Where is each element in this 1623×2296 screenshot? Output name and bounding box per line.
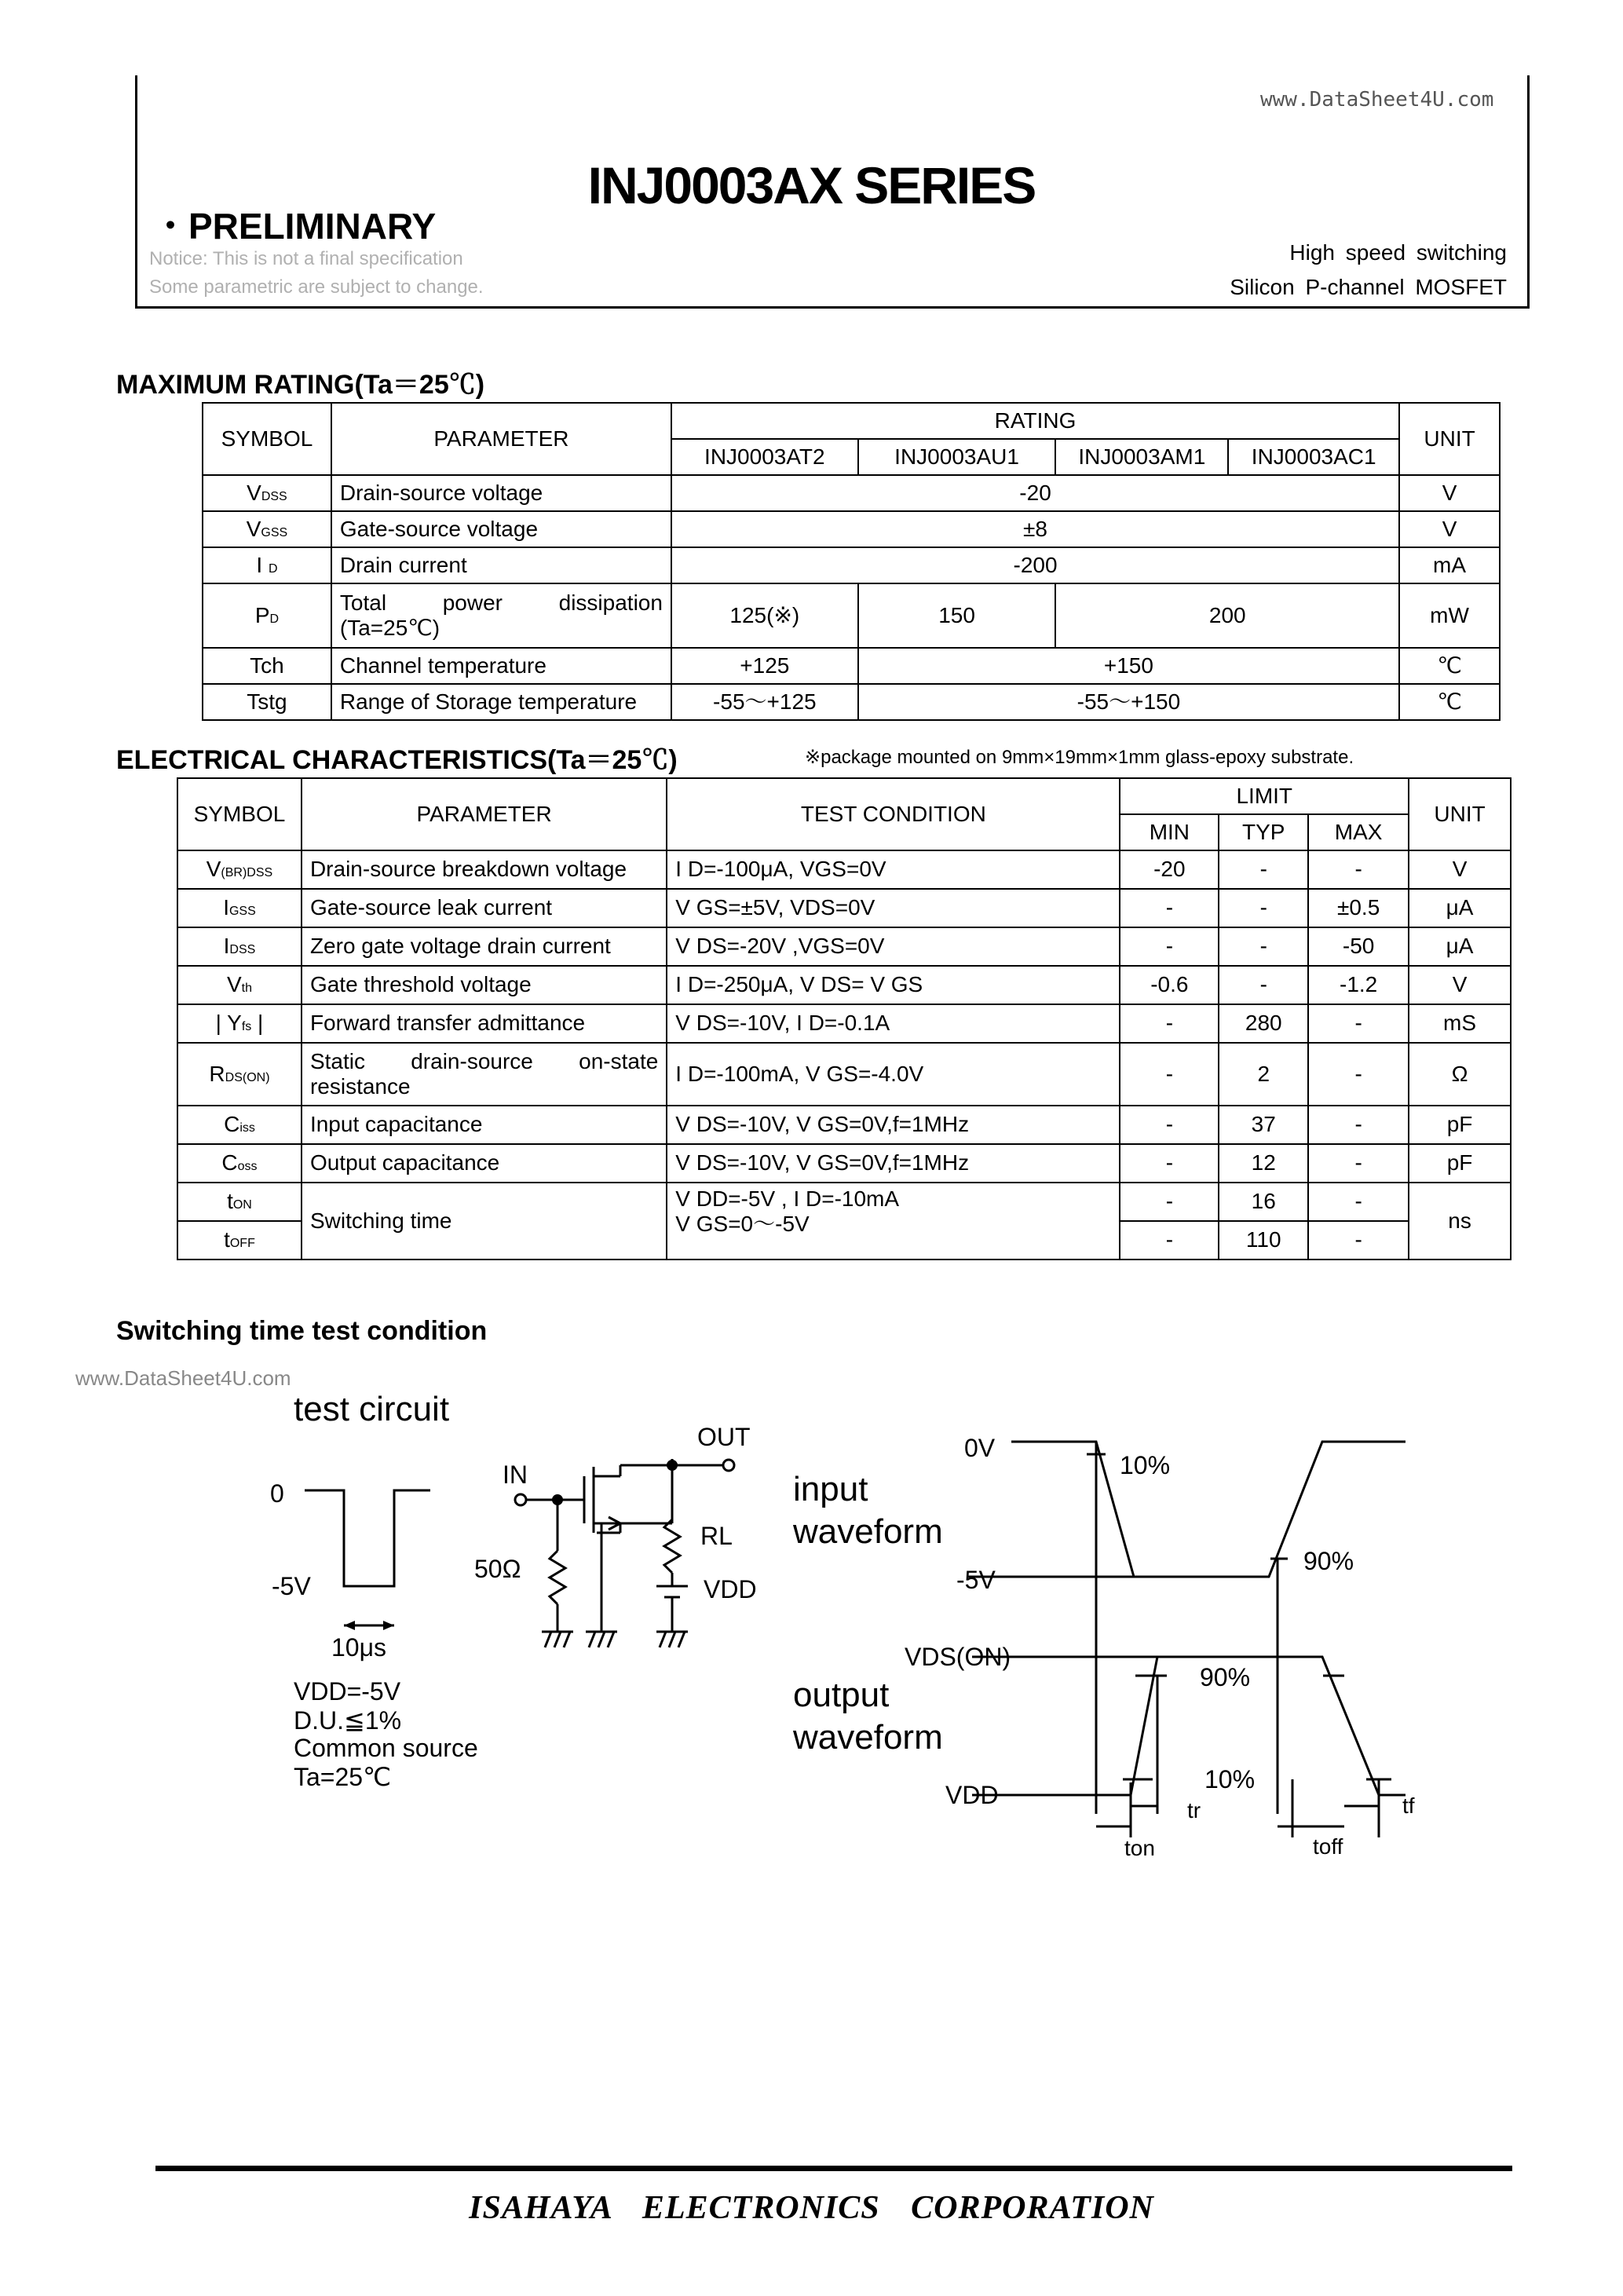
- symbol-sub: GSS: [228, 905, 256, 919]
- symbol: V: [206, 857, 221, 882]
- elec-heading: ELECTRICAL CHARACTERISTICS(Ta＝25℃): [116, 745, 678, 775]
- hdr-typ: TYP: [1219, 814, 1308, 850]
- pct-10-input: 10%: [1120, 1451, 1171, 1479]
- parameter: Zero gate voltage drain current: [302, 927, 667, 966]
- max-rating-heading: MAXIMUM RATING(Ta＝25℃): [116, 370, 485, 400]
- typ: 12: [1219, 1144, 1308, 1183]
- hdr-limit: LIMIT: [1120, 778, 1409, 814]
- parameter: Switching time: [302, 1183, 667, 1260]
- symbol-sub: D: [269, 612, 280, 626]
- wave-vds-on: VDS(ON): [905, 1643, 1011, 1671]
- model-ac1: INJ0003AC1: [1228, 439, 1399, 475]
- typ: 280: [1219, 1004, 1308, 1043]
- hdr-parameter: PARAMETER: [302, 778, 667, 850]
- out-terminal: [723, 1460, 734, 1471]
- symbol: t: [224, 1227, 230, 1252]
- watermark-mid[interactable]: www.DataSheet4U.com: [75, 1366, 291, 1390]
- wave-vdd: VDD: [945, 1781, 999, 1809]
- symbol: V: [226, 972, 242, 997]
- parameter: Gate-source leak current: [302, 889, 667, 927]
- test-condition: V DS=-10V, V GS=0V,f=1MHz: [667, 1106, 1120, 1144]
- tr-label: tr: [1187, 1798, 1201, 1823]
- test-condition: V DS=-10V, I D=-0.1A: [667, 1004, 1120, 1043]
- unit: μA: [1409, 927, 1511, 966]
- symbol-sub: DSS: [261, 489, 287, 503]
- unit: μA: [1409, 889, 1511, 927]
- value: ±8: [671, 511, 1399, 547]
- pct-90-input: 90%: [1303, 1547, 1354, 1575]
- unit: ℃: [1399, 684, 1500, 720]
- package-note: ※package mounted on 9mm×19mm×1mm glass-epoxy substrate.: [805, 747, 1354, 768]
- value: -200: [671, 547, 1399, 583]
- hdr-test-condition: TEST CONDITION: [667, 778, 1120, 850]
- test-circuit-label: test circuit: [294, 1390, 450, 1428]
- min: -: [1120, 1144, 1219, 1183]
- typ: -: [1219, 966, 1308, 1004]
- out-label: OUT: [697, 1423, 751, 1451]
- junction-in: [552, 1494, 563, 1505]
- parameter: Total power dissipation (Ta=25℃): [331, 583, 671, 648]
- symbol-sub: OFF: [229, 1237, 255, 1251]
- arrow-pw-right: [383, 1621, 394, 1630]
- resistor-50: [550, 1551, 565, 1604]
- hdr-unit: UNIT: [1399, 403, 1500, 475]
- symbol-sub: GSS: [261, 525, 288, 539]
- notice-line-1: Notice: This is not a final specification: [149, 248, 463, 269]
- max: -: [1308, 1144, 1409, 1183]
- parameter: Gate threshold voltage: [302, 966, 667, 1004]
- parameter: Range of Storage temperature: [331, 684, 671, 720]
- typ: -: [1219, 889, 1308, 927]
- value-at2: +125: [671, 648, 858, 684]
- unit: ℃: [1399, 648, 1500, 684]
- watermark[interactable]: www.DataSheet4U.com: [1260, 88, 1494, 112]
- tf-label: tf: [1402, 1793, 1415, 1818]
- pct-90-output: 90%: [1200, 1663, 1251, 1691]
- unit: mA: [1399, 547, 1500, 583]
- hdr-min: MIN: [1120, 814, 1219, 850]
- max: -: [1308, 1106, 1409, 1144]
- value-am1-ac1: 200: [1055, 583, 1399, 648]
- value-at2: 125(※): [671, 583, 858, 648]
- min: -: [1120, 1004, 1219, 1043]
- test-condition: I D=-100μA, VGS=0V: [667, 850, 1120, 889]
- min: -: [1120, 889, 1219, 927]
- min: -: [1120, 1043, 1219, 1106]
- cond-du: D.U.≦1%: [294, 1706, 402, 1735]
- symbol: I: [223, 895, 229, 920]
- cond-ta: Ta=25℃: [294, 1763, 392, 1791]
- test-condition: I D=-250μA, V DS= V GS: [667, 966, 1120, 1004]
- max: -1.2: [1308, 966, 1409, 1004]
- parameter: Drain-source breakdown voltage: [302, 850, 667, 889]
- min: -: [1120, 927, 1219, 966]
- pct-10-output: 10%: [1204, 1765, 1256, 1793]
- model-au1: INJ0003AU1: [858, 439, 1056, 475]
- parameter: Forward transfer admittance: [302, 1004, 667, 1043]
- value-others: +150: [858, 648, 1399, 684]
- value-au1: 150: [858, 583, 1056, 648]
- pulse-width-label: 10μs: [331, 1633, 387, 1662]
- symbol: R: [209, 1061, 225, 1086]
- symbol-sub: D: [268, 561, 278, 576]
- symbol-sub: DS(ON): [225, 1070, 270, 1084]
- r50-label: 50Ω: [474, 1555, 521, 1583]
- value-at2: -55～+125: [671, 684, 858, 720]
- company-footer: ISAHAYA ELECTRONICS CORPORATION: [469, 2190, 1154, 2226]
- output-waveform: [1131, 1657, 1406, 1795]
- typ: 37: [1219, 1106, 1308, 1144]
- vdd-label: VDD: [704, 1575, 757, 1603]
- page-title: INJ0003AX SERIES: [587, 156, 1036, 214]
- test-condition: I D=-100mA, V GS=-4.0V: [667, 1043, 1120, 1106]
- symbol-sub: ON: [232, 1198, 252, 1212]
- footer-rule: [155, 2166, 1512, 2171]
- test-condition: V DS=-20V ,VGS=0V: [667, 927, 1120, 966]
- symbol: Tch: [203, 648, 331, 684]
- symbol-sub: iss: [239, 1121, 255, 1135]
- unit: mS: [1409, 1004, 1511, 1043]
- hdr-rating: RATING: [671, 403, 1399, 439]
- switching-heading: Switching time test condition: [116, 1316, 488, 1346]
- unit: pF: [1409, 1106, 1511, 1144]
- model-am1: INJ0003AM1: [1055, 439, 1228, 475]
- symbol-sub: fs: [241, 1020, 252, 1034]
- rl-label: RL: [700, 1522, 733, 1550]
- output-waveform-label-2: waveform: [793, 1718, 943, 1757]
- parameter: Output capacitance: [302, 1144, 667, 1183]
- parameter: Static drain-source on-state resistance: [302, 1043, 667, 1106]
- symbol: C: [221, 1150, 238, 1175]
- typ: 110: [1219, 1221, 1308, 1260]
- max: -: [1308, 1043, 1409, 1106]
- pulse-0-label: 0: [270, 1479, 284, 1508]
- min: -20: [1120, 850, 1219, 889]
- unit: pF: [1409, 1144, 1511, 1183]
- junction-out: [667, 1460, 678, 1471]
- in-terminal: [515, 1494, 526, 1505]
- test-condition-line-1: V DD=-5V , I D=-10mA: [675, 1186, 900, 1211]
- typ: 2: [1219, 1043, 1308, 1106]
- typ: -: [1219, 927, 1308, 966]
- toff-label: toff: [1313, 1834, 1343, 1859]
- unit: mW: [1399, 583, 1500, 648]
- symbol: V: [247, 480, 261, 505]
- symbol-sub: (BR)DSS: [221, 866, 273, 880]
- unit: ns: [1409, 1183, 1511, 1260]
- arrow-pw-left: [344, 1621, 355, 1630]
- max: ±0.5: [1308, 889, 1409, 927]
- model-at2: INJ0003AT2: [671, 439, 858, 475]
- cond-common-source: Common source: [294, 1734, 478, 1762]
- wave-0v: 0V: [964, 1434, 996, 1462]
- subtitle-1: High speed switching: [1289, 240, 1507, 265]
- unit: Ω: [1409, 1043, 1511, 1106]
- min: -: [1120, 1183, 1219, 1221]
- symbol-sub: oss: [237, 1160, 258, 1174]
- preliminary-label: ・PRELIMINARY: [152, 206, 437, 247]
- symbol: C: [224, 1112, 240, 1137]
- parameter: Channel temperature: [331, 648, 671, 684]
- in-label: IN: [503, 1461, 528, 1489]
- notice-line-2: Some parametric are subject to change.: [149, 276, 484, 298]
- min: -: [1120, 1106, 1219, 1144]
- input-waveform-label-2: waveform: [793, 1512, 943, 1551]
- typ: -: [1219, 850, 1308, 889]
- output-waveform-label-1: output: [793, 1676, 890, 1714]
- max: -: [1308, 1221, 1409, 1260]
- test-condition: V GS=±5V, VDS=0V: [667, 889, 1120, 927]
- wave-m5v: -5V: [956, 1566, 996, 1594]
- parameter: Input capacitance: [302, 1106, 667, 1144]
- min: -0.6: [1120, 966, 1219, 1004]
- test-condition-line-2: V GS=0～-5V: [675, 1212, 810, 1237]
- symbol: I: [223, 934, 230, 959]
- value: -20: [671, 475, 1399, 511]
- symbol: | Y: [215, 1011, 242, 1036]
- max: -: [1308, 850, 1409, 889]
- cond-vdd: VDD=-5V: [294, 1677, 401, 1706]
- symbol: V: [246, 516, 261, 541]
- max: -: [1308, 1183, 1409, 1221]
- input-pulse: [305, 1490, 430, 1586]
- symbol-close: |: [251, 1011, 264, 1036]
- symbol: t: [227, 1189, 233, 1214]
- hdr-max: MAX: [1308, 814, 1409, 850]
- min: -: [1120, 1221, 1219, 1260]
- symbol: I: [256, 552, 263, 577]
- test-condition: V DS=-10V, V GS=0V,f=1MHz: [667, 1144, 1120, 1183]
- hdr-unit: UNIT: [1409, 778, 1511, 850]
- unit: V: [1399, 475, 1500, 511]
- hdr-symbol: SYMBOL: [203, 403, 331, 475]
- symbol: Tstg: [203, 684, 331, 720]
- unit: V: [1409, 966, 1511, 1004]
- max: -: [1308, 1004, 1409, 1043]
- parameter: Drain-source voltage: [331, 475, 671, 511]
- hdr-symbol: SYMBOL: [177, 778, 302, 850]
- subtitle-2: Silicon P-channel MOSFET: [1230, 275, 1507, 299]
- max: -50: [1308, 927, 1409, 966]
- hdr-parameter: PARAMETER: [331, 403, 671, 475]
- unit: V: [1399, 511, 1500, 547]
- typ: 16: [1219, 1183, 1308, 1221]
- unit: V: [1409, 850, 1511, 889]
- input-waveform-label-1: input: [793, 1470, 868, 1508]
- symbol: P: [254, 602, 270, 627]
- ton-label: ton: [1124, 1836, 1155, 1860]
- value-others: -55～+150: [858, 684, 1399, 720]
- symbol-sub: DSS: [229, 943, 256, 957]
- pulse-m5-label: -5V: [272, 1572, 311, 1600]
- resistor-rl: [664, 1519, 680, 1573]
- parameter: Drain current: [331, 547, 671, 583]
- symbol-sub: th: [241, 982, 252, 996]
- parameter: Gate-source voltage: [331, 511, 671, 547]
